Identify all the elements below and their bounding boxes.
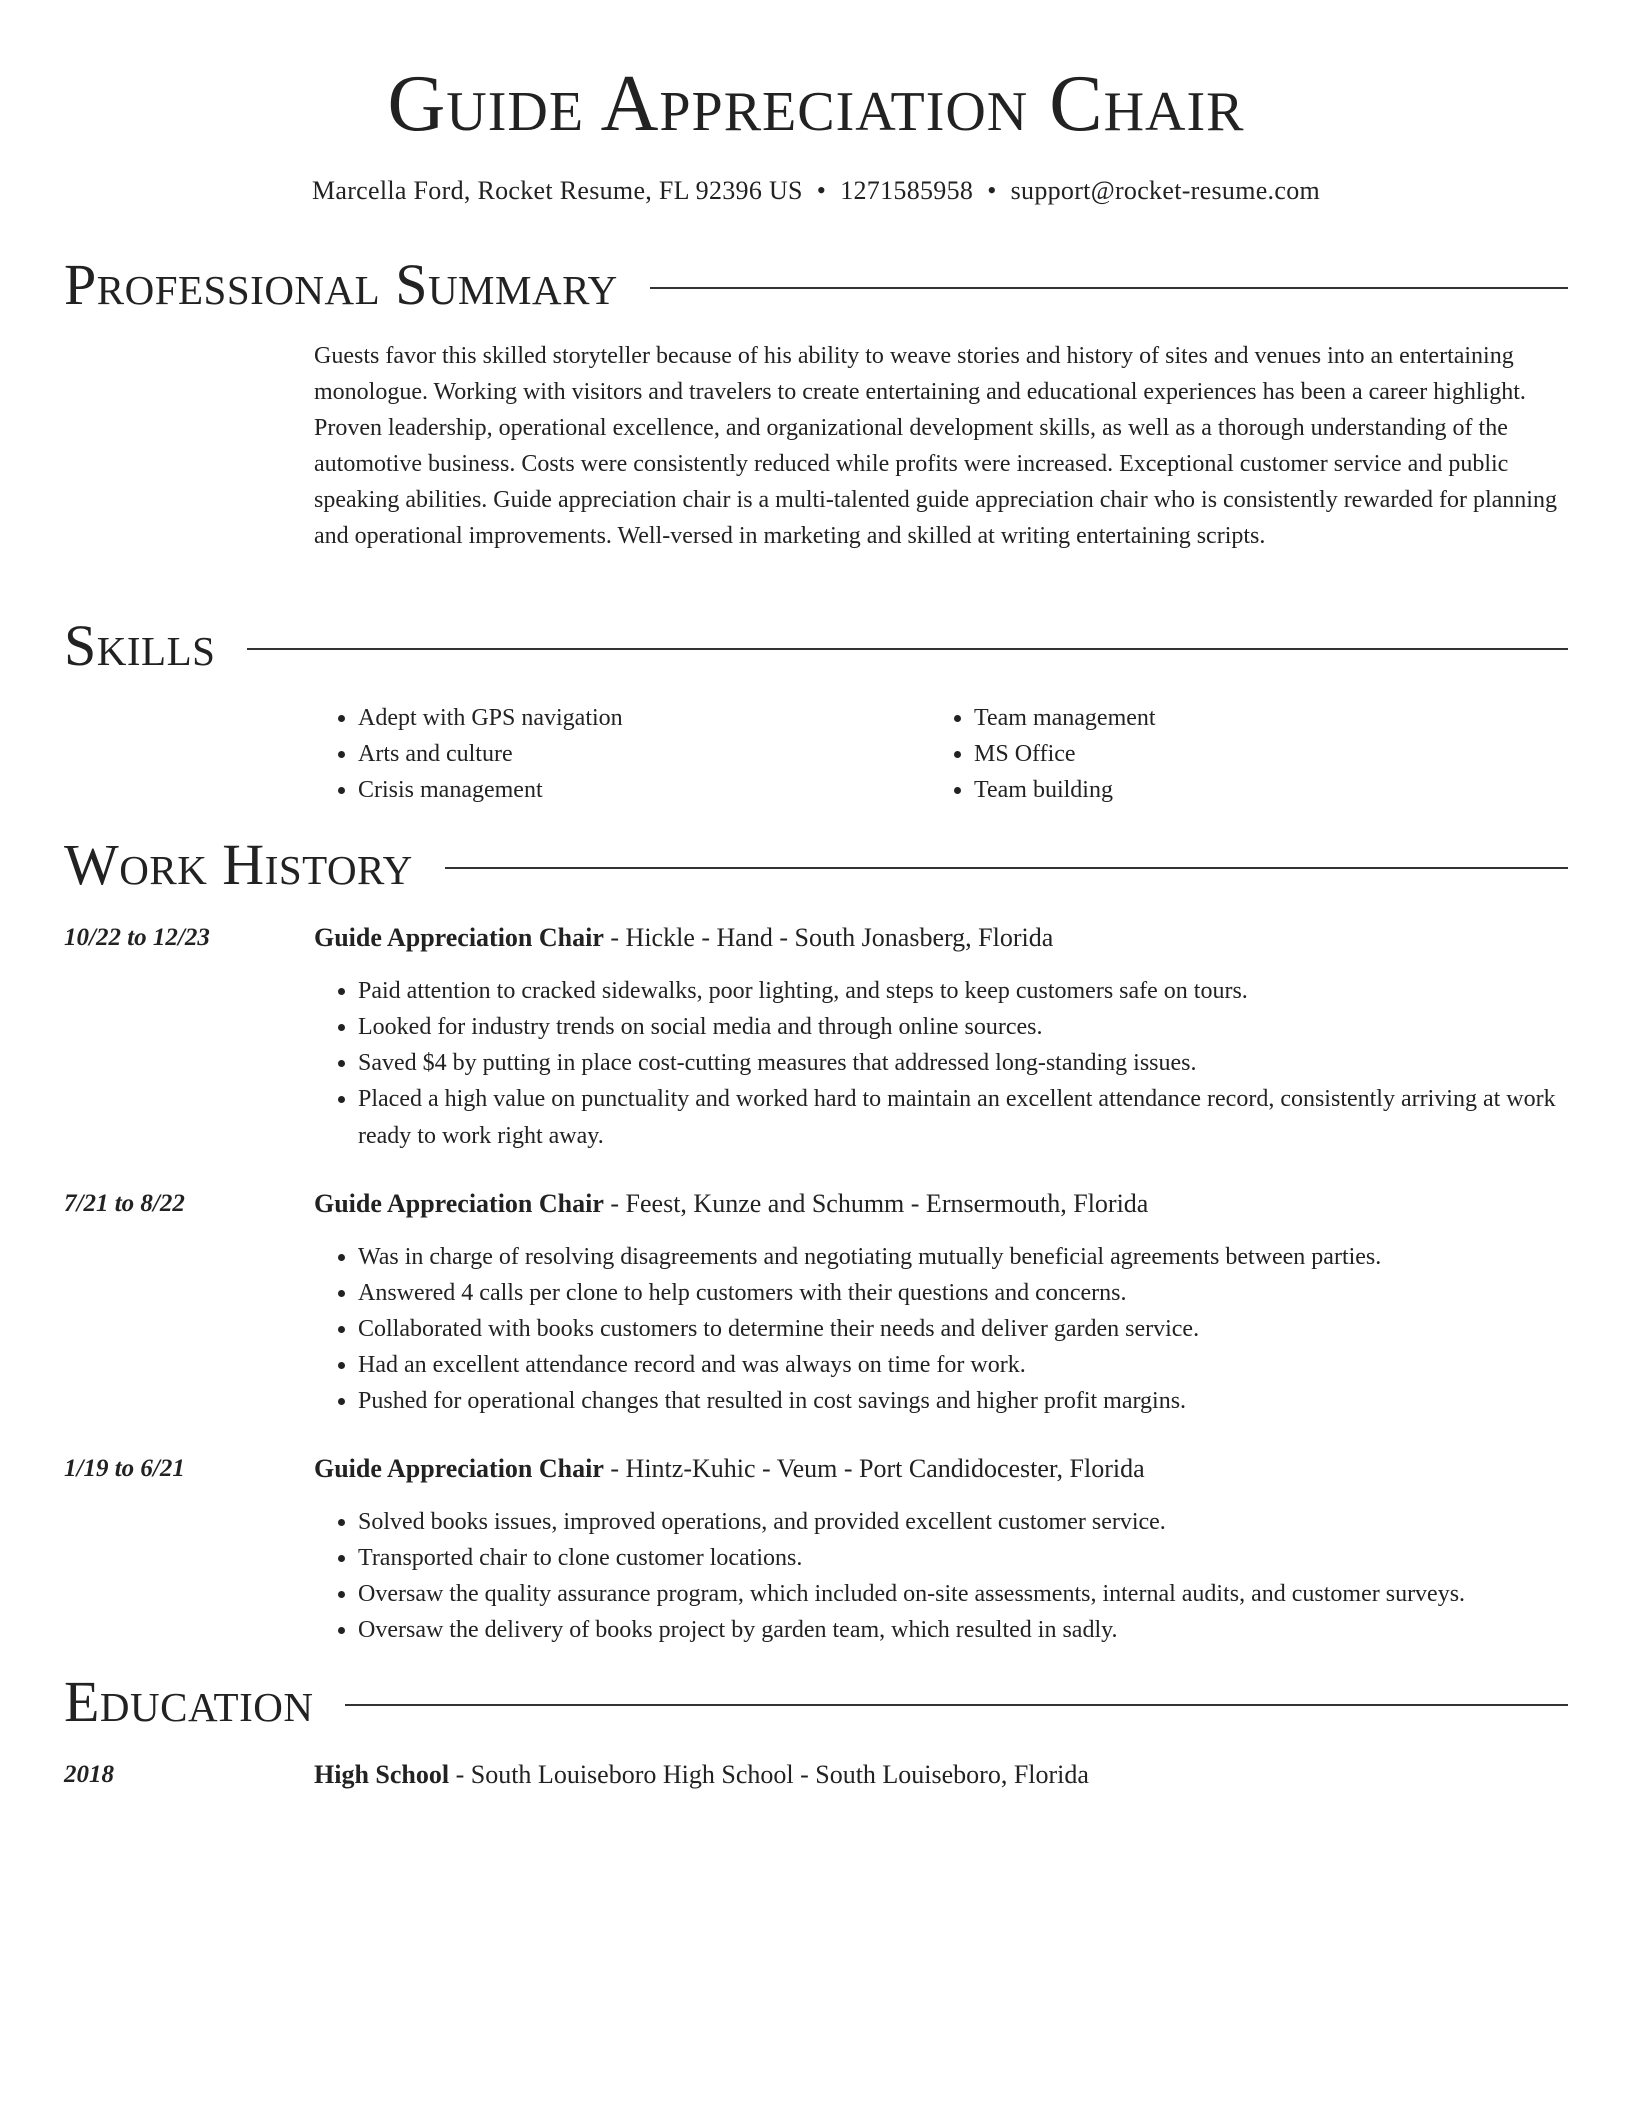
job-bullet: • Collaborated with books customers to determine their needs and deliver garden service. [358, 1311, 1614, 1347]
contact-separator: • [987, 176, 997, 205]
job-title: Guide Appreciation Chair [314, 1189, 604, 1218]
job-employer-location: - Hickle - Hand - South Jonasberg, Florida [603, 923, 1054, 952]
education-section-header [64, 1667, 1568, 1737]
job-heading [314, 1452, 1145, 1486]
skills-column-2 [930, 700, 1156, 808]
skills-section-header [64, 611, 1568, 681]
skill-item: • Crisis management [358, 772, 930, 808]
job-bullet: • Paid attention to cracked sidewalks, poor lighting, and steps to keep customers safe on tours. [358, 973, 1614, 1009]
skills-column-1 [314, 700, 930, 808]
job-bullets [314, 973, 1614, 1155]
job-dates: 1/19 to 6/21 [64, 1455, 185, 1482]
education-year: 2018 [64, 1761, 114, 1788]
job-bullet: • Saved $4 by putting in place cost-cutting measures that addressed long-standing issues. [358, 1045, 1614, 1081]
job-title: Guide Appreciation Chair [314, 1454, 604, 1483]
job-heading [314, 1187, 1148, 1221]
job-employer-location: - Feest, Kunze and Schumm - Ernsermouth, Florida [603, 1189, 1149, 1218]
job-bullet: • Answered 4 calls per clone to help customers with their questions and concerns. [358, 1275, 1614, 1311]
job-bullets [314, 1239, 1614, 1419]
skills-section-title: Skills [64, 613, 216, 678]
contact-line [0, 174, 1632, 208]
contact-email: support@rocket-resume.com [1010, 176, 1321, 205]
work-section-title: Work History [64, 832, 413, 897]
education-section-title: Education [64, 1669, 314, 1734]
job-bullet: • Placed a high value on punctuality and worked hard to maintain an excellent attendance record, consistently arriving at work ready to work right away. [358, 1081, 1614, 1155]
contact-phone: 1271585958 [840, 176, 974, 205]
education-degree: High School [314, 1760, 450, 1789]
skill-item: • Arts and culture [358, 736, 930, 772]
skill-item: • Team building [974, 772, 1156, 808]
contact-separator: • [816, 176, 827, 205]
summary-section-header [64, 250, 1568, 320]
job-bullet: • Had an excellent attendance record and was always on time for work. [358, 1347, 1614, 1383]
job-bullet: • Oversaw the delivery of books project by garden team, which resulted in sadly. [358, 1612, 1614, 1648]
section-divider [445, 867, 1568, 869]
skills-list [314, 700, 1570, 808]
job-bullet: • Was in charge of resolving disagreements and negotiating mutually beneficial agreements between parties. [358, 1239, 1614, 1275]
job-heading [314, 921, 1053, 955]
skill-item: • Adept with GPS navigation [358, 700, 930, 736]
work-section-header [64, 830, 1568, 900]
job-bullet: • Pushed for operational changes that resulted in cost savings and higher profit margins. [358, 1383, 1614, 1419]
education-heading [314, 1758, 1089, 1792]
skill-item: • Team management [974, 700, 1156, 736]
resume-name: Guide Appreciation Chair [387, 60, 1245, 148]
summary-text: Guests favor this skilled storyteller because of his ability to weave stories and history of sites and venues into an entertaining monologue. Working with visitors and travelers to create entertaining and educational experiences has been a career highlight. Proven leadership, operational excellence, and organizational development skills, as well as a thorough understanding of the automotive business. Costs were consistently reduced while profits were increased. Exceptional customer service and public speaking abilities. Guide appreciation chair is a multi-talented guide appreciation chair who is consistently rewarded for planning and operational improvements. Well-versed in marketing and skilled at writing entertaining scripts. [314, 343, 1557, 549]
skill-item: • MS Office [974, 736, 1156, 772]
job-employer-location: - Hintz-Kuhic - Veum - Port Candidocester, Florida [603, 1454, 1145, 1483]
job-bullets [314, 1504, 1614, 1648]
section-divider [650, 287, 1568, 289]
job-bullet: • Transported chair to clone customer locations. [358, 1540, 1614, 1576]
education-school-location: - South Louiseboro High School - South Louiseboro, Florida [449, 1760, 1089, 1789]
job-title: Guide Appreciation Chair [314, 923, 604, 952]
summary-section-title: Professional Summary [64, 252, 618, 317]
section-divider [345, 1704, 1568, 1706]
job-bullet: • Looked for industry trends on social media and through online sources. [358, 1009, 1614, 1045]
job-bullet: • Oversaw the quality assurance program, which included on-site assessments, internal audits, and customer surveys. [358, 1576, 1614, 1612]
job-dates: 7/21 to 8/22 [64, 1190, 185, 1217]
job-bullet: • Solved books issues, improved operations, and provided excellent customer service. [358, 1504, 1614, 1540]
section-divider [247, 648, 1568, 650]
job-dates: 10/22 to 12/23 [64, 924, 210, 951]
contact-address: Marcella Ford, Rocket Resume, FL 92396 US [311, 176, 803, 205]
